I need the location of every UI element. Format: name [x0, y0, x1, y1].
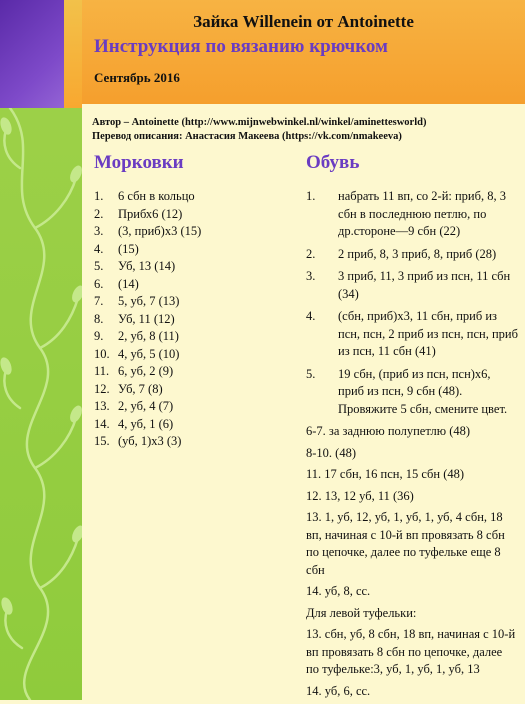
list-item — [94, 188, 284, 206]
step-text: 5, уб, 7 (13) — [118, 294, 180, 308]
step-number: 5. — [306, 366, 316, 381]
step-number: 4. — [306, 309, 316, 323]
list-item — [94, 328, 284, 346]
step-number: 14. — [94, 416, 110, 431]
step-number: 2. — [306, 246, 316, 261]
step-text: 4, уб, 1 (6) — [118, 416, 174, 431]
step-text: 2 приб, 8, 3 приб, 8, приб (28) — [338, 246, 497, 261]
step-text: 6, уб, 2 (9) — [118, 364, 174, 378]
shoes-steps-list — [306, 188, 518, 704]
list-item — [94, 311, 284, 329]
decorative-sidebar — [0, 0, 82, 700]
step-text: 19 сбн, (приб из псн, псн)х6, приб из псн, 9 сбн (48). Провяжите 5 сбн, смените цвет. — [338, 366, 508, 416]
list-item: 12. 13, 12 уб, 11 (36) — [306, 488, 414, 503]
step-number: 13. — [94, 399, 110, 413]
list-item: 11. 17 сбн, 16 псн, 15 сбн (48) — [306, 467, 465, 481]
step-text: 4, уб, 5 (10) — [118, 346, 180, 361]
step-text: (15) — [118, 241, 139, 256]
list-item: 13. 1, уб, 12, уб, 1, уб, 1, уб, 4 сбн, 18 вп, начиная с 10-й вп провязать 8 сбн по цепочке, далее по туфельке еще 8 сбн — [306, 510, 505, 577]
list-item: 8-10. (48) — [306, 445, 356, 460]
step-number: 8. — [94, 311, 104, 326]
list-item — [94, 293, 284, 311]
carrots-steps-list — [94, 188, 284, 451]
vine-ornament-icon — [0, 108, 82, 700]
step-number: 10. — [94, 346, 110, 361]
step-text: (3, приб)х3 (15) — [118, 224, 202, 238]
list-item — [306, 366, 518, 419]
step-text: 2, уб, 4 (7) — [118, 399, 174, 413]
list-item — [94, 258, 284, 276]
step-number: 2. — [94, 206, 104, 221]
list-item — [306, 308, 518, 361]
step-number: 15. — [94, 434, 110, 448]
list-item — [94, 381, 284, 399]
list-item — [94, 433, 284, 451]
step-number: 9. — [94, 329, 104, 343]
list-item — [94, 223, 284, 241]
step-number: 5. — [94, 259, 104, 273]
carrots-heading: Морковки — [94, 152, 184, 173]
step-text: (уб, 1)х3 (3) — [118, 434, 182, 448]
step-number: 4. — [94, 241, 104, 256]
list-item — [94, 363, 284, 381]
page-title: Зайка Willenein от Antoinette — [193, 12, 414, 31]
list-item — [306, 188, 518, 241]
list-item: 14. уб, 8, сс. — [306, 584, 371, 598]
step-number: 7. — [94, 294, 104, 308]
step-number: 1. — [306, 189, 316, 203]
list-item — [94, 416, 284, 434]
step-number: 3. — [94, 224, 104, 238]
step-text: Уб, 13 (14) — [118, 259, 176, 273]
step-number: 6. — [94, 276, 104, 291]
step-text: Уб, 11 (12) — [118, 311, 175, 326]
step-text: набрать 11 вп, со 2-й: приб, 8, 3 сбн в последнюю петлю, по др.стороне—9 сбн (22) — [338, 189, 506, 238]
step-text: 2, уб, 8 (11) — [118, 329, 179, 343]
list-item: 6-7. за заднюю полупетлю (48) — [306, 424, 471, 438]
step-number: 1. — [94, 189, 104, 203]
shoes-heading: Обувь — [306, 152, 360, 173]
step-text: 3 приб, 11, 3 приб из псн, 11 сбн (34) — [338, 269, 511, 301]
list-item — [94, 346, 284, 364]
author-line: Автор – Antoinette (http://www.mijnwebwinkel.nl/winkel/aminettesworld) — [92, 117, 427, 128]
step-text: 6 сбн в кольцо — [118, 189, 195, 203]
step-number: 11. — [94, 364, 110, 378]
step-number: 3. — [306, 269, 316, 283]
section-label: Для левой туфельки: — [306, 605, 417, 620]
list-item — [94, 241, 284, 259]
list-item — [94, 276, 284, 294]
step-text: Прибх6 (12) — [118, 206, 183, 221]
list-item — [306, 268, 518, 303]
list-item — [94, 206, 284, 224]
step-text: (14) — [118, 276, 139, 291]
list-item: 14. уб, 6, сс. — [306, 683, 371, 698]
list-item — [306, 246, 518, 264]
credits — [92, 116, 426, 144]
step-text: (сбн, приб)х3, 11 сбн, приб из псн, псн, 2 приб из псн, псн, приб из псн, 11 сбн (41) — [338, 309, 518, 358]
list-item: 13. сбн, уб, 8 сбн, 18 вп, начиная с 10-й вп провязать 8 сбн по цепочке, далее по туфельке:3, уб, 1, уб, 1, уб, 13 — [306, 627, 516, 676]
list-item — [94, 398, 284, 416]
step-number: 12. — [94, 381, 110, 396]
page-subtitle: Инструкция по вязанию крючком — [94, 36, 388, 57]
translation-line: Перевод описания: Анастасия Макеева (https://vk.com/nmakeeva) — [92, 131, 402, 142]
step-text: Уб, 7 (8) — [118, 381, 163, 396]
publication-date: Сентябрь 2016 — [94, 70, 180, 85]
sidebar-stripe — [64, 0, 82, 108]
